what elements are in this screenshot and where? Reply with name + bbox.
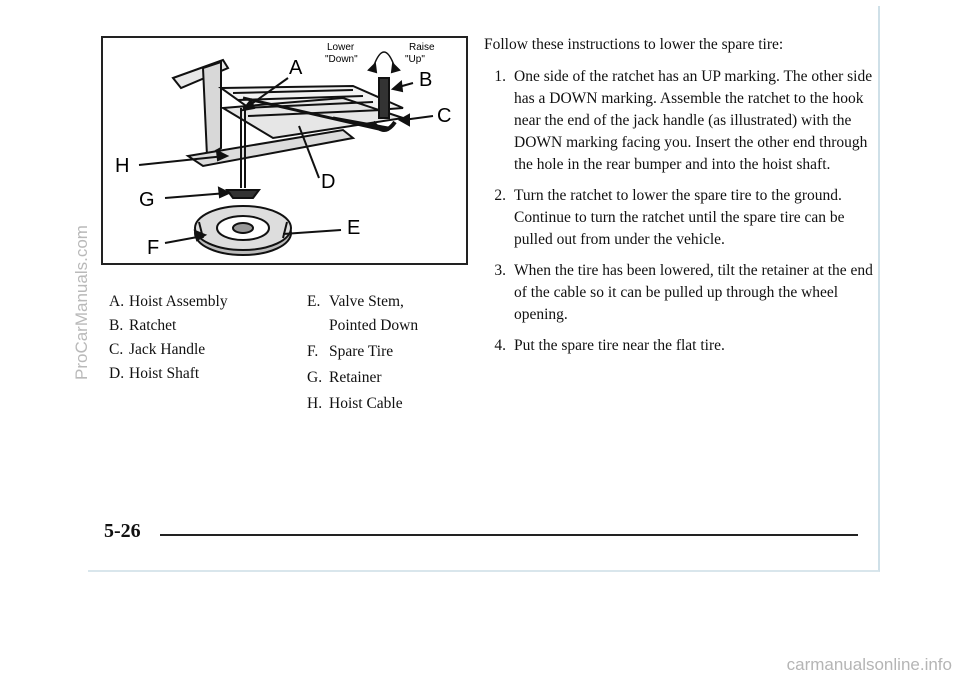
legend-label: Ratchet bbox=[129, 317, 177, 334]
legend-item-continued bbox=[307, 314, 418, 338]
step-text: Put the spare tire near the flat tire. bbox=[514, 337, 725, 354]
legend-item bbox=[109, 338, 228, 362]
steps-list bbox=[484, 66, 874, 357]
step-text: When the tire has been lowered, tilt the retainer at the end of the cable so it can be pulled up through the wheel opening. bbox=[514, 262, 873, 323]
legend-key: C. bbox=[109, 341, 124, 358]
callout-g: G bbox=[139, 189, 155, 211]
legend-key: B. bbox=[109, 317, 124, 334]
legend-item bbox=[307, 392, 418, 416]
spare-tire bbox=[195, 206, 291, 255]
step-item bbox=[484, 335, 874, 357]
legend-label: Jack Handle bbox=[129, 341, 206, 358]
watermark-side: ProCarManuals.com bbox=[72, 225, 91, 380]
step-number: 2. bbox=[494, 187, 506, 204]
legend-label: Hoist Shaft bbox=[129, 365, 200, 382]
spare-tire-hoist-illustration bbox=[101, 36, 468, 265]
illustration-drawing bbox=[103, 38, 466, 263]
lower-label: Lower bbox=[327, 42, 355, 53]
step-item bbox=[484, 260, 874, 326]
callout-f: F bbox=[147, 237, 160, 259]
callout-e: E bbox=[347, 217, 361, 239]
legend-label: Retainer bbox=[329, 369, 382, 386]
callout-h: H bbox=[115, 155, 130, 177]
legend-key: A. bbox=[109, 293, 125, 310]
legend-item bbox=[109, 362, 228, 386]
legend-label: Pointed Down bbox=[329, 317, 419, 334]
legend-left bbox=[109, 290, 228, 386]
vehicle-bumper bbox=[173, 60, 403, 166]
footer-rule bbox=[160, 534, 858, 536]
retainer bbox=[227, 190, 259, 198]
step-item bbox=[484, 185, 874, 251]
step-number: 4. bbox=[494, 337, 506, 354]
step-text: One side of the ratchet has an UP marking. The other side has a DOWN marking. Assemble the ratchet to the hook near the end of the jack handle (as illustrated) with the DOWN marking facing you. Insert the other end through the hole in the rear bumper and into the hoist shaft. bbox=[514, 68, 873, 173]
legend-key: F. bbox=[307, 343, 319, 360]
legend-key: H. bbox=[307, 395, 323, 412]
legend-right bbox=[307, 290, 418, 416]
step-number: 3. bbox=[494, 262, 506, 279]
legend-label: Hoist Cable bbox=[329, 395, 403, 412]
page-number: 5-26 bbox=[104, 520, 141, 542]
raise-label: Raise bbox=[409, 42, 435, 53]
legend-key: D. bbox=[109, 365, 125, 382]
callout-b: B bbox=[419, 69, 433, 91]
down-label: "Down" bbox=[325, 54, 358, 65]
up-label: "Up" bbox=[405, 54, 425, 65]
legend-key: E. bbox=[307, 293, 321, 310]
legend-label: Hoist Assembly bbox=[129, 293, 228, 310]
legend-item bbox=[307, 340, 418, 364]
legend-label: Valve Stem, bbox=[329, 293, 404, 310]
step-item bbox=[484, 66, 874, 176]
legend-item bbox=[307, 366, 418, 390]
step-text: Turn the ratchet to lower the spare tire to the ground. Continue to turn the ratchet until the spare tire can be pulled out from under the vehicle. bbox=[514, 187, 845, 248]
instructions bbox=[484, 34, 874, 366]
legend-item bbox=[109, 290, 228, 314]
legend-label: Spare Tire bbox=[329, 343, 394, 360]
legend-key: G. bbox=[307, 369, 323, 386]
legend-item bbox=[109, 314, 228, 338]
watermark-bottom: carmanualsonline.info bbox=[786, 655, 952, 674]
instructions-intro: Follow these instructions to lower the spare tire: bbox=[484, 36, 784, 53]
step-number: 1. bbox=[494, 68, 506, 85]
legend-item bbox=[307, 290, 418, 314]
callout-d: D bbox=[321, 171, 336, 193]
callout-a: A bbox=[289, 57, 303, 79]
callout-c: C bbox=[437, 105, 452, 127]
